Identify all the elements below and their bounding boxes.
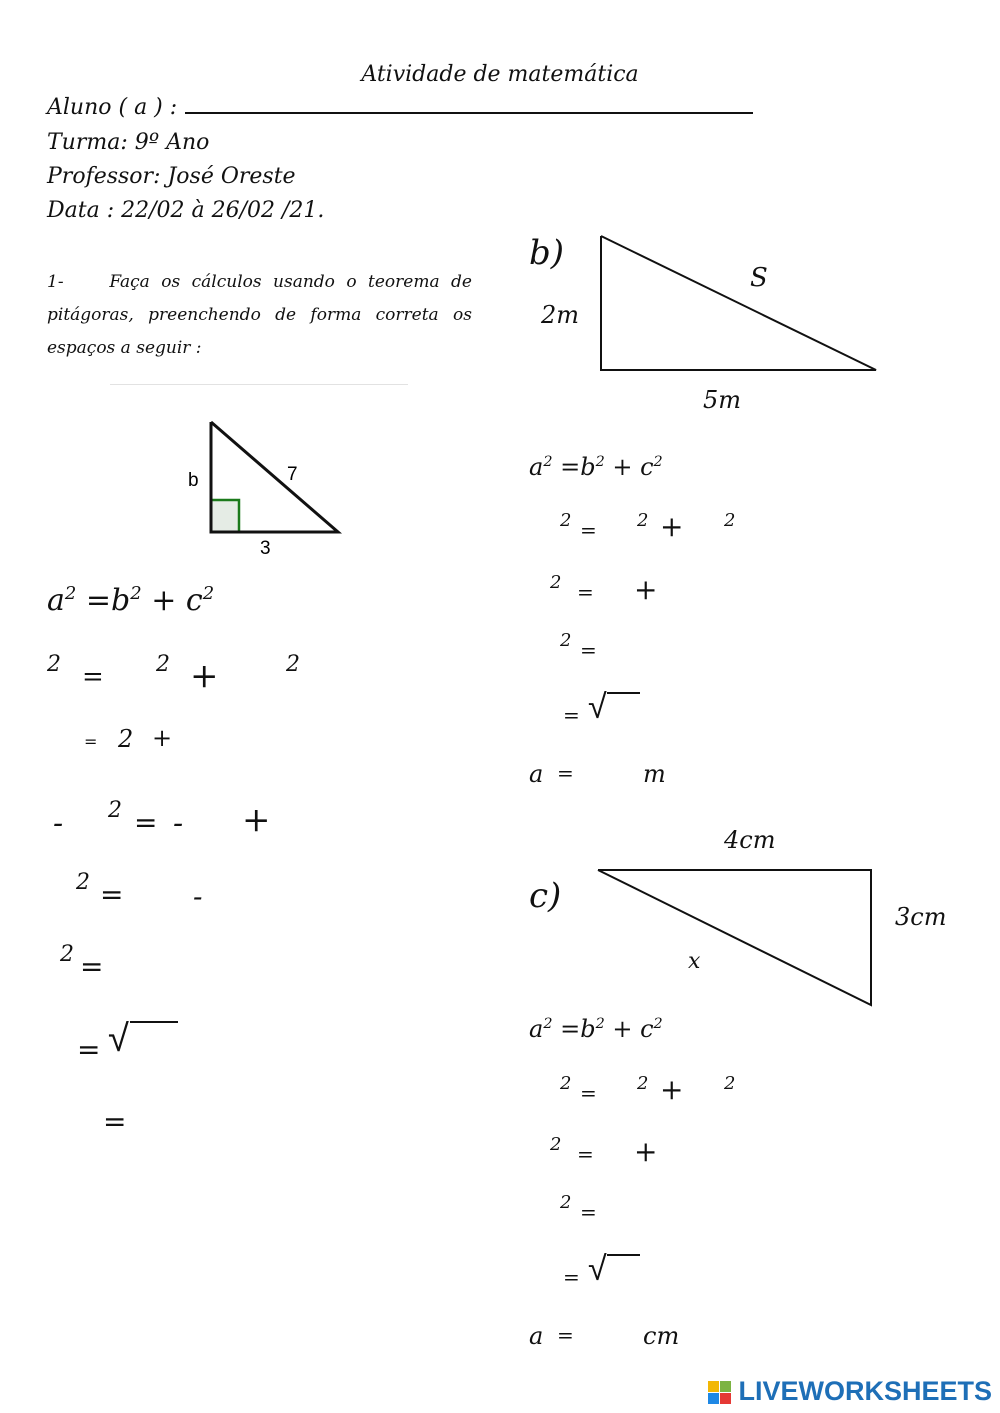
c-row4-eq: =	[563, 1265, 580, 1289]
c-row3-eq: =	[580, 1200, 597, 1224]
a-row3-plus: +	[242, 800, 271, 840]
triangle-b-hypotenuse: S	[750, 263, 768, 293]
a-row7-eq: =	[103, 1105, 127, 1138]
b-row3-eq: =	[580, 638, 597, 662]
b-row1-exp3: 2	[724, 510, 736, 531]
triangle-c	[590, 862, 880, 1012]
pythagoras-formula-a: $a^2 =b^2 + c^2$	[47, 583, 215, 618]
sqrt-bar	[607, 1254, 640, 1256]
c-result-unit: cm	[643, 1322, 680, 1350]
student-label: Aluno ( a ) :	[47, 95, 178, 120]
liveworksheets-logo-text: LIVEWORKSHEETS	[738, 1376, 992, 1406]
sqrt-icon: √	[108, 1018, 129, 1060]
part-b-label: b)	[529, 233, 565, 273]
a-row2-plus: +	[152, 724, 173, 752]
a-row3-minus2: -	[173, 806, 184, 841]
question-body: Faça os cálculos usando o teorema de pitágoras, preenchendo de forma correta os espaços a seguir :	[47, 272, 472, 358]
liveworksheets-logo	[707, 1376, 992, 1406]
triangle-c-top-side: 4cm	[724, 826, 776, 854]
a-row1-eq: =	[82, 662, 104, 692]
triangle-b	[590, 228, 890, 388]
a-row4-exp: 2	[76, 870, 90, 895]
c-row1-plus: +	[660, 1073, 684, 1106]
c-row1-exp3: 2	[724, 1073, 736, 1094]
student-name-row	[47, 95, 753, 120]
a-row3-minus1: -	[53, 806, 64, 841]
question-number: 1-	[47, 272, 64, 292]
a-row6-eq: =	[77, 1033, 101, 1066]
class-line: Turma: 9º Ano	[47, 130, 210, 155]
date-line: Data : 22/02 à 26/02 /21.	[47, 198, 325, 223]
teacher-line: Professor: José Oreste	[47, 164, 296, 189]
triangle-b-base: 5m	[703, 386, 742, 414]
b-row1-exp1: 2	[560, 510, 572, 531]
right-angle-marker	[211, 500, 239, 532]
sqrt-icon: √	[588, 688, 607, 726]
triangle-c-right-side: 3cm	[895, 903, 947, 931]
triangle-a	[180, 410, 360, 560]
triangle-c-hypotenuse: x	[688, 949, 701, 974]
triangle-b-left-side: 2m	[541, 301, 580, 329]
c-row2-eq: =	[577, 1142, 594, 1166]
b-row1-eq: =	[580, 518, 597, 542]
b-result-unit: m	[643, 760, 666, 788]
triangle-a-side-b: b	[188, 470, 199, 491]
a-row1-plus: +	[190, 656, 219, 696]
b-row2-plus: +	[634, 573, 658, 606]
a-row4-eq: =	[100, 878, 124, 911]
sqrt-icon: √	[588, 1250, 607, 1288]
b-row4-eq: =	[563, 703, 580, 727]
student-name-blank[interactable]	[185, 112, 753, 114]
pythagoras-formula-b: $a^2 =b^2 + c^2$	[529, 453, 663, 481]
a-row1-exp3: 2	[286, 652, 300, 677]
c-row1-exp1: 2	[560, 1073, 572, 1094]
a-row5-exp: 2	[60, 942, 74, 967]
a-row1-exp2: 2	[156, 652, 170, 677]
a-row3-exp: 2	[108, 798, 122, 823]
a-row2-two: 2	[118, 725, 134, 753]
triangle-c-outline	[598, 870, 871, 1005]
a-row5-eq: =	[80, 950, 104, 983]
pythagoras-formula-c: $a^2 =b^2 + c^2$	[529, 1015, 663, 1043]
c-row3-exp: 2	[560, 1192, 572, 1213]
worksheet-title: Atividade de matemática	[361, 62, 639, 87]
a-row2-eq: =	[84, 732, 98, 751]
separator-line	[110, 384, 408, 385]
a-row3-eq: =	[134, 806, 158, 839]
sqrt-bar	[607, 692, 640, 694]
question-text	[47, 266, 472, 365]
part-c-label: c)	[529, 876, 562, 916]
b-row1-exp2: 2	[637, 510, 649, 531]
b-result-a: a	[529, 760, 544, 788]
b-row2-eq: =	[577, 580, 594, 604]
c-row2-plus: +	[634, 1135, 658, 1168]
b-row2-exp: 2	[550, 572, 562, 593]
c-result-a: a	[529, 1322, 544, 1350]
a-row4-minus: -	[193, 880, 203, 913]
b-row1-plus: +	[660, 510, 684, 543]
sqrt-bar	[130, 1021, 178, 1023]
c-row1-eq: =	[580, 1081, 597, 1105]
triangle-a-base: 3	[260, 538, 271, 559]
b-row3-exp: 2	[560, 630, 572, 651]
c-result-eq: =	[557, 1323, 574, 1347]
a-row1-exp1: 2	[47, 652, 61, 677]
b-result-eq: =	[557, 761, 574, 785]
triangle-b-outline	[601, 236, 876, 370]
c-row1-exp2: 2	[637, 1073, 649, 1094]
c-row2-exp: 2	[550, 1134, 562, 1155]
triangle-a-hypotenuse: 7	[287, 464, 298, 485]
liveworksheets-logo-icon	[707, 1379, 733, 1405]
